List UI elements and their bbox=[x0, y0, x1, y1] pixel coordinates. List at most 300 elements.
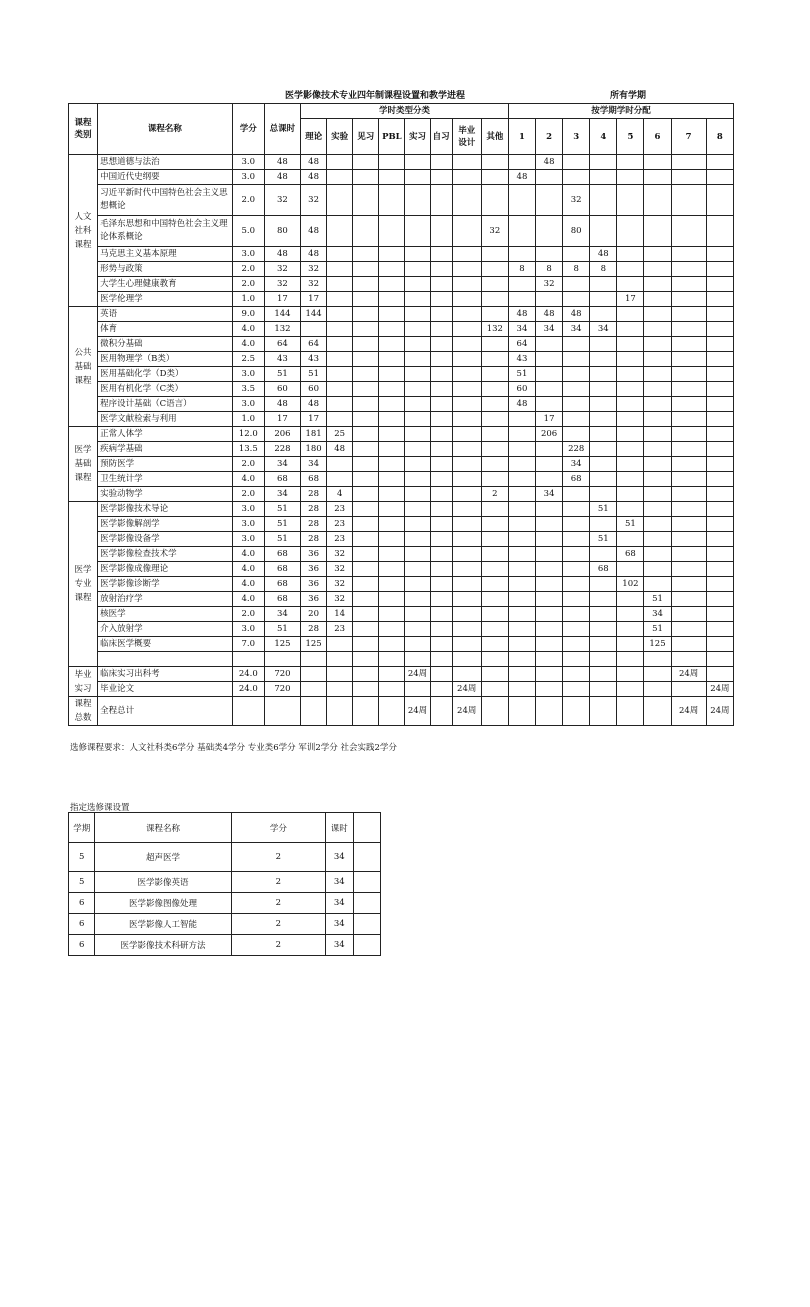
type-hours-cell bbox=[379, 637, 405, 652]
header-semester-4: 5 bbox=[617, 119, 644, 155]
semester-hours-cell bbox=[536, 247, 563, 262]
header-type-1: 实验 bbox=[327, 119, 353, 155]
semester-hours-cell: 60 bbox=[508, 382, 535, 397]
type-hours-cell bbox=[481, 607, 508, 622]
type-hours-cell bbox=[481, 697, 508, 726]
semester-hours-cell: 64 bbox=[508, 337, 535, 352]
type-hours-cell bbox=[430, 216, 452, 247]
semester-hours-cell bbox=[536, 185, 563, 216]
type-hours-cell bbox=[327, 367, 353, 382]
semester-hours-cell bbox=[671, 170, 706, 185]
table-row bbox=[69, 532, 734, 547]
type-hours-cell: 51 bbox=[301, 367, 327, 382]
semester-hours-cell bbox=[671, 637, 706, 652]
type-hours-cell bbox=[405, 397, 430, 412]
semester-hours-cell bbox=[590, 427, 617, 442]
semester-hours-cell: 48 bbox=[590, 247, 617, 262]
type-hours-cell: 48 bbox=[301, 216, 327, 247]
type-hours-cell: 48 bbox=[301, 170, 327, 185]
semester-hours-cell bbox=[617, 170, 644, 185]
type-hours-cell bbox=[353, 697, 379, 726]
type-hours-cell bbox=[430, 307, 452, 322]
semester-hours-cell: 48 bbox=[536, 155, 563, 170]
table-row bbox=[69, 322, 734, 337]
credit-cell: 3.0 bbox=[232, 517, 264, 532]
semester-hours-cell bbox=[644, 185, 671, 216]
semester-hours-cell: 17 bbox=[617, 292, 644, 307]
semester-hours-cell bbox=[617, 622, 644, 637]
semester-hours-cell bbox=[536, 397, 563, 412]
type-hours-cell bbox=[481, 427, 508, 442]
type-hours-cell: 48 bbox=[301, 247, 327, 262]
semester-hours-cell: 51 bbox=[644, 622, 671, 637]
semester-hours-cell bbox=[671, 442, 706, 457]
type-hours-cell bbox=[379, 532, 405, 547]
semester-hours-cell bbox=[617, 607, 644, 622]
type-hours-cell bbox=[327, 322, 353, 337]
type-hours-cell bbox=[353, 532, 379, 547]
semester-hours-cell bbox=[590, 487, 617, 502]
course-name-cell: 疾病学基础 bbox=[98, 442, 233, 457]
table-row bbox=[69, 262, 734, 277]
type-hours-cell bbox=[430, 322, 452, 337]
table-row bbox=[69, 185, 734, 216]
semester-hours-cell bbox=[508, 502, 535, 517]
semester-hours-cell: 48 bbox=[508, 307, 535, 322]
semester-hours-cell bbox=[671, 622, 706, 637]
semester-hours-cell bbox=[706, 592, 733, 607]
elective-title: 指定选修课设置 bbox=[70, 803, 130, 813]
semester-hours-cell bbox=[536, 682, 563, 697]
semester-hours-cell bbox=[508, 472, 535, 487]
type-hours-cell bbox=[353, 367, 379, 382]
semester-hours-cell bbox=[563, 487, 590, 502]
type-hours-cell bbox=[452, 322, 481, 337]
semester-hours-cell bbox=[617, 532, 644, 547]
semester-hours-cell bbox=[536, 592, 563, 607]
course-name-cell: 英语 bbox=[98, 307, 233, 322]
type-hours-cell bbox=[452, 427, 481, 442]
course-name-cell: 医学影像技术导论 bbox=[98, 502, 233, 517]
type-hours-cell bbox=[405, 457, 430, 472]
type-hours-cell bbox=[430, 682, 452, 697]
semester-hours-cell: 34 bbox=[536, 322, 563, 337]
type-hours-cell bbox=[452, 185, 481, 216]
hours-cell: 43 bbox=[264, 352, 300, 367]
semester-hours-cell bbox=[590, 170, 617, 185]
type-hours-cell bbox=[353, 185, 379, 216]
semester-hours-cell: 8 bbox=[563, 262, 590, 277]
type-hours-cell bbox=[379, 682, 405, 697]
hours-cell: 17 bbox=[264, 292, 300, 307]
semester-hours-cell bbox=[671, 577, 706, 592]
semester-hours-cell bbox=[644, 292, 671, 307]
semester-hours-cell bbox=[590, 442, 617, 457]
semester-hours-cell bbox=[644, 547, 671, 562]
header-type-4: 实习 bbox=[405, 119, 430, 155]
type-hours-cell bbox=[452, 442, 481, 457]
semester-hours-cell: 17 bbox=[536, 412, 563, 427]
table-row bbox=[69, 352, 734, 367]
elective-row bbox=[69, 893, 381, 914]
type-hours-cell bbox=[327, 247, 353, 262]
semester-hours-cell bbox=[617, 262, 644, 277]
semester-hours-cell bbox=[508, 532, 535, 547]
type-hours-cell: 36 bbox=[301, 592, 327, 607]
semester-hours-cell bbox=[536, 622, 563, 637]
hours-cell: 64 bbox=[264, 337, 300, 352]
semester-hours-cell bbox=[671, 185, 706, 216]
credit-cell: 7.0 bbox=[232, 637, 264, 652]
semester-hours-cell bbox=[671, 457, 706, 472]
type-hours-cell bbox=[452, 307, 481, 322]
semester-hours-cell bbox=[617, 382, 644, 397]
type-hours-cell bbox=[430, 247, 452, 262]
header-semester-2: 3 bbox=[563, 119, 590, 155]
type-hours-cell bbox=[481, 592, 508, 607]
type-hours-cell: 28 bbox=[301, 517, 327, 532]
elective-row bbox=[69, 843, 381, 872]
credit-cell: 3.0 bbox=[232, 532, 264, 547]
header-semester-0: 1 bbox=[508, 119, 535, 155]
type-hours-cell bbox=[327, 457, 353, 472]
hours-cell: 68 bbox=[264, 472, 300, 487]
type-hours-cell bbox=[452, 562, 481, 577]
semester-hours-cell bbox=[671, 337, 706, 352]
category-cell: 医学基础课程 bbox=[69, 427, 98, 502]
semester-hours-cell bbox=[706, 155, 733, 170]
type-hours-cell bbox=[353, 352, 379, 367]
type-hours-cell bbox=[353, 592, 379, 607]
hours-cell: 132 bbox=[264, 322, 300, 337]
type-hours-cell bbox=[327, 382, 353, 397]
semester-hours-cell bbox=[706, 562, 733, 577]
header-category: 课程类别 bbox=[69, 104, 98, 155]
type-hours-cell bbox=[481, 292, 508, 307]
semester-hours-cell bbox=[563, 155, 590, 170]
type-hours-cell bbox=[405, 637, 430, 652]
semester-hours-cell bbox=[617, 442, 644, 457]
type-hours-cell bbox=[379, 337, 405, 352]
type-hours-cell bbox=[481, 382, 508, 397]
type-hours-cell: 32 bbox=[327, 562, 353, 577]
semester-hours-cell bbox=[590, 412, 617, 427]
type-hours-cell bbox=[327, 667, 353, 682]
credit-cell: 2.0 bbox=[232, 607, 264, 622]
type-hours-cell: 48 bbox=[327, 442, 353, 457]
course-name-cell: 大学生心理健康教育 bbox=[98, 277, 233, 292]
type-hours-cell bbox=[452, 277, 481, 292]
type-hours-cell bbox=[379, 247, 405, 262]
semester-hours-cell bbox=[590, 622, 617, 637]
credit-cell bbox=[232, 652, 264, 667]
type-hours-cell bbox=[481, 367, 508, 382]
semester-hours-cell bbox=[590, 517, 617, 532]
semester-hours-cell bbox=[644, 155, 671, 170]
semester-hours-cell bbox=[508, 697, 535, 726]
semester-hours-cell bbox=[671, 547, 706, 562]
type-hours-cell bbox=[405, 292, 430, 307]
type-hours-cell bbox=[405, 322, 430, 337]
type-hours-cell: 23 bbox=[327, 517, 353, 532]
hours-cell: 51 bbox=[264, 367, 300, 382]
type-hours-cell bbox=[327, 292, 353, 307]
semester-hours-cell bbox=[590, 216, 617, 247]
category-cell: 医学专业课程 bbox=[69, 502, 98, 667]
hours-cell: 68 bbox=[264, 577, 300, 592]
type-hours-cell bbox=[405, 337, 430, 352]
hours-cell: 720 bbox=[264, 682, 300, 697]
type-hours-cell bbox=[405, 652, 430, 667]
credit-cell: 3.0 bbox=[232, 155, 264, 170]
type-hours-cell bbox=[379, 216, 405, 247]
semester-hours-cell bbox=[563, 397, 590, 412]
semester-hours-cell: 68 bbox=[617, 547, 644, 562]
type-hours-cell bbox=[452, 382, 481, 397]
type-hours-cell bbox=[379, 697, 405, 726]
semester-hours-cell bbox=[706, 247, 733, 262]
type-hours-cell bbox=[327, 697, 353, 726]
type-hours-cell: 28 bbox=[301, 502, 327, 517]
semester-hours-cell bbox=[644, 322, 671, 337]
semester-hours-cell bbox=[590, 637, 617, 652]
semester-hours-cell bbox=[644, 442, 671, 457]
semester-hours-cell bbox=[508, 667, 535, 682]
semester-hours-cell bbox=[563, 170, 590, 185]
semester-hours-cell bbox=[536, 502, 563, 517]
type-hours-cell bbox=[430, 427, 452, 442]
type-hours-cell bbox=[379, 262, 405, 277]
header-semester-3: 4 bbox=[590, 119, 617, 155]
type-hours-cell bbox=[430, 382, 452, 397]
hours-cell: 51 bbox=[264, 517, 300, 532]
course-name-cell: 医学影像设备学 bbox=[98, 532, 233, 547]
type-hours-cell: 28 bbox=[301, 532, 327, 547]
type-hours-cell bbox=[430, 185, 452, 216]
type-hours-cell bbox=[353, 652, 379, 667]
semester-hours-cell bbox=[536, 697, 563, 726]
semester-hours-cell bbox=[644, 427, 671, 442]
semester-hours-cell bbox=[617, 352, 644, 367]
type-hours-cell bbox=[405, 682, 430, 697]
header-semester-1: 2 bbox=[536, 119, 563, 155]
semester-hours-cell: 80 bbox=[563, 216, 590, 247]
semester-hours-cell bbox=[508, 592, 535, 607]
semester-hours-cell bbox=[706, 622, 733, 637]
semester-hours-cell bbox=[644, 307, 671, 322]
type-hours-cell bbox=[353, 307, 379, 322]
semester-hours-cell bbox=[617, 472, 644, 487]
type-hours-cell: 60 bbox=[301, 382, 327, 397]
semester-hours-cell bbox=[563, 607, 590, 622]
type-hours-cell bbox=[379, 547, 405, 562]
type-hours-cell bbox=[481, 337, 508, 352]
elective-table bbox=[68, 812, 381, 956]
semester-hours-cell bbox=[671, 517, 706, 532]
type-hours-cell bbox=[327, 185, 353, 216]
type-hours-cell: 48 bbox=[301, 397, 327, 412]
semester-hours-cell bbox=[590, 382, 617, 397]
course-name-cell: 临床实习出科考 bbox=[98, 667, 233, 682]
course-name-cell: 医学文献检索与利用 bbox=[98, 412, 233, 427]
semester-hours-cell bbox=[563, 352, 590, 367]
type-hours-cell bbox=[452, 502, 481, 517]
elective-hours-cell: 34 bbox=[326, 872, 353, 893]
course-name-cell: 思想道德与法治 bbox=[98, 155, 233, 170]
semester-hours-cell: 8 bbox=[590, 262, 617, 277]
semester-hours-cell bbox=[563, 337, 590, 352]
type-hours-cell bbox=[430, 637, 452, 652]
type-hours-cell bbox=[481, 472, 508, 487]
type-hours-cell bbox=[379, 292, 405, 307]
type-hours-cell: 144 bbox=[301, 307, 327, 322]
type-hours-cell bbox=[353, 382, 379, 397]
semester-hours-cell bbox=[536, 382, 563, 397]
semester-hours-cell: 24周 bbox=[671, 667, 706, 682]
semester-hours-cell bbox=[563, 562, 590, 577]
semester-hours-cell bbox=[590, 697, 617, 726]
hours-cell: 17 bbox=[264, 412, 300, 427]
type-hours-cell bbox=[481, 682, 508, 697]
course-name-cell: 医学影像成像理论 bbox=[98, 562, 233, 577]
type-hours-cell: 64 bbox=[301, 337, 327, 352]
type-hours-cell: 68 bbox=[301, 472, 327, 487]
semester-hours-cell bbox=[644, 412, 671, 427]
type-hours-cell: 32 bbox=[327, 577, 353, 592]
type-hours-cell bbox=[452, 487, 481, 502]
semester-hours-cell bbox=[508, 185, 535, 216]
hours-cell bbox=[264, 697, 300, 726]
credit-cell: 2.0 bbox=[232, 457, 264, 472]
type-hours-cell bbox=[430, 652, 452, 667]
semester-hours-cell bbox=[671, 322, 706, 337]
semester-hours-cell bbox=[706, 412, 733, 427]
type-hours-cell bbox=[481, 457, 508, 472]
course-name-cell: 医学影像检查技术学 bbox=[98, 547, 233, 562]
table-row bbox=[69, 547, 734, 562]
hours-cell: 34 bbox=[264, 487, 300, 502]
semester-hours-cell bbox=[563, 622, 590, 637]
semester-hours-cell bbox=[563, 517, 590, 532]
type-hours-cell bbox=[452, 216, 481, 247]
type-hours-cell: 4 bbox=[327, 487, 353, 502]
semester-hours-cell bbox=[563, 532, 590, 547]
type-hours-cell: 32 bbox=[327, 592, 353, 607]
course-name-cell: 医用物理学（B类） bbox=[98, 352, 233, 367]
semester-hours-cell: 24周 bbox=[706, 682, 733, 697]
hours-cell: 720 bbox=[264, 667, 300, 682]
semester-hours-cell bbox=[644, 337, 671, 352]
elective-hours-cell: 34 bbox=[326, 843, 353, 872]
semester-hours-cell bbox=[536, 442, 563, 457]
elective-blank-cell bbox=[353, 935, 380, 956]
semester-hours-cell bbox=[536, 652, 563, 667]
type-hours-cell: 32 bbox=[301, 185, 327, 216]
credit-cell: 4.0 bbox=[232, 562, 264, 577]
semester-hours-cell bbox=[617, 652, 644, 667]
semester-hours-cell bbox=[644, 277, 671, 292]
semester-hours-cell bbox=[590, 667, 617, 682]
type-hours-cell: 180 bbox=[301, 442, 327, 457]
type-hours-cell bbox=[452, 352, 481, 367]
course-name-cell: 医用基础化学（D类） bbox=[98, 367, 233, 382]
credit-cell: 3.0 bbox=[232, 502, 264, 517]
semester-hours-cell bbox=[563, 382, 590, 397]
type-hours-cell bbox=[405, 412, 430, 427]
hours-cell: 51 bbox=[264, 532, 300, 547]
elective-hours-cell: 34 bbox=[326, 935, 353, 956]
semester-hours-cell bbox=[644, 577, 671, 592]
type-hours-cell: 20 bbox=[301, 607, 327, 622]
type-hours-cell bbox=[481, 262, 508, 277]
credit-cell: 13.5 bbox=[232, 442, 264, 457]
type-hours-cell: 32 bbox=[301, 277, 327, 292]
type-hours-cell: 23 bbox=[327, 502, 353, 517]
semester-hours-cell bbox=[536, 607, 563, 622]
semester-hours-cell bbox=[671, 532, 706, 547]
type-hours-cell: 17 bbox=[301, 412, 327, 427]
type-hours-cell bbox=[481, 562, 508, 577]
type-hours-cell bbox=[353, 337, 379, 352]
header-semester-6: 7 bbox=[671, 119, 706, 155]
type-hours-cell bbox=[405, 607, 430, 622]
table-row bbox=[69, 427, 734, 442]
semester-hours-cell bbox=[671, 307, 706, 322]
semester-hours-cell bbox=[671, 292, 706, 307]
type-hours-cell bbox=[430, 457, 452, 472]
semester-hours-cell bbox=[563, 247, 590, 262]
hours-cell: 68 bbox=[264, 592, 300, 607]
type-hours-cell bbox=[353, 457, 379, 472]
type-hours-cell bbox=[379, 155, 405, 170]
credit-cell: 3.0 bbox=[232, 367, 264, 382]
type-hours-cell bbox=[353, 622, 379, 637]
type-hours-cell: 28 bbox=[301, 622, 327, 637]
course-name-cell: 医学伦理学 bbox=[98, 292, 233, 307]
type-hours-cell: 23 bbox=[327, 532, 353, 547]
table-row bbox=[69, 622, 734, 637]
type-hours-cell: 24周 bbox=[452, 697, 481, 726]
course-name-cell: 医用有机化学（C类） bbox=[98, 382, 233, 397]
course-name-cell: 实验动物学 bbox=[98, 487, 233, 502]
elective-name-cell: 医学影像图像处理 bbox=[95, 893, 231, 914]
semester-hours-cell bbox=[671, 487, 706, 502]
semester-hours-cell: 34 bbox=[563, 322, 590, 337]
credit-cell: 9.0 bbox=[232, 307, 264, 322]
semester-hours-cell bbox=[644, 517, 671, 532]
semester-hours-cell bbox=[617, 216, 644, 247]
semester-hours-cell bbox=[706, 170, 733, 185]
semester-hours-cell: 51 bbox=[590, 532, 617, 547]
type-hours-cell bbox=[301, 322, 327, 337]
header-type-6: 毕业设计 bbox=[452, 119, 481, 155]
type-hours-cell bbox=[353, 442, 379, 457]
elective-name-cell: 医学影像技术科研方法 bbox=[95, 935, 231, 956]
type-hours-cell: 32 bbox=[327, 547, 353, 562]
semester-hours-cell bbox=[644, 247, 671, 262]
type-hours-cell bbox=[430, 292, 452, 307]
course-name-cell: 形势与政策 bbox=[98, 262, 233, 277]
semester-hours-cell bbox=[671, 352, 706, 367]
type-hours-cell bbox=[353, 397, 379, 412]
semester-hours-cell bbox=[706, 337, 733, 352]
elective-term-cell: 6 bbox=[69, 935, 95, 956]
type-hours-cell bbox=[452, 170, 481, 185]
type-hours-cell: 17 bbox=[301, 292, 327, 307]
table-row bbox=[69, 216, 734, 247]
semester-hours-cell bbox=[671, 367, 706, 382]
type-hours-cell bbox=[327, 307, 353, 322]
